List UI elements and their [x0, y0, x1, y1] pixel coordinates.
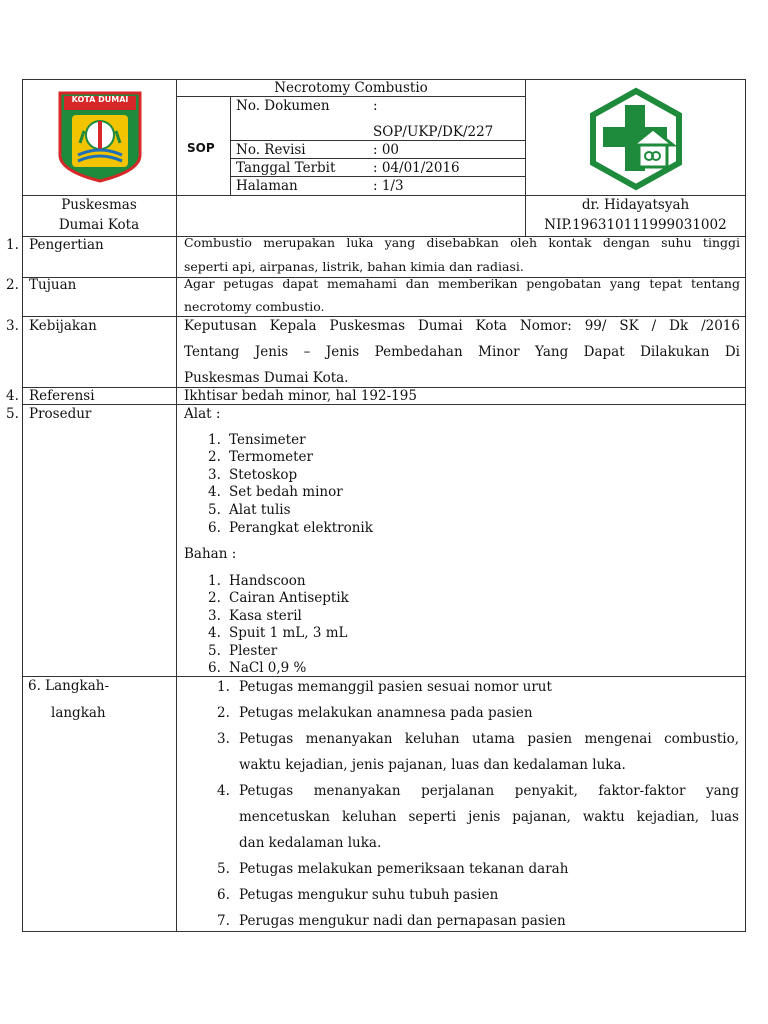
- list-number: 1.: [208, 573, 221, 589]
- list-text: Cairan Antiseptik: [229, 590, 349, 606]
- kebijakan-text-line2: Tentang Jenis – Jenis Pembedahan Minor Yang Dapat Dilakukan Di: [184, 344, 740, 360]
- list-text: Spuit 1 mL, 3 mL: [229, 625, 348, 641]
- sop-separator: [230, 96, 231, 196]
- doc-row-bottom: [230, 140, 525, 141]
- step-text-continued: dan kedalaman luka.: [239, 835, 382, 851]
- list-number: 3.: [208, 467, 221, 483]
- sop-label: SOP: [187, 141, 215, 155]
- step-number: 1.: [217, 679, 230, 695]
- revisi-value: : 00: [373, 142, 400, 158]
- step-text: Perugas mengukur nadi dan pernapasan pasien: [239, 913, 566, 929]
- list-text: Kasa steril: [229, 608, 302, 624]
- section-label-prosedur: Prosedur: [29, 406, 92, 422]
- step-number: 2.: [217, 705, 230, 721]
- section-number: 2.: [6, 277, 19, 293]
- tujuan-text-line1: Agar petugas dapat memahami dan memberikan pengobatan yang tepat tentang: [184, 276, 740, 291]
- section-label-langkah: 6. Langkah-: [28, 678, 110, 694]
- list-number: 4.: [208, 625, 221, 641]
- step-text: Petugas mengukur suhu tubuh pasien: [239, 887, 499, 903]
- bahan-title: Bahan :: [184, 546, 237, 562]
- step-text: Petugas menanyakan perjalanan penyakit, faktor-faktor yang: [239, 783, 739, 799]
- referensi-text: Ikhtisar bedah minor, hal 192-195: [184, 388, 417, 404]
- section-number: 3.: [6, 318, 19, 334]
- list-number: 6.: [208, 660, 221, 676]
- section-label-langkah-line2: langkah: [51, 705, 106, 721]
- list-text: Plester: [229, 643, 278, 659]
- list-text: Set bedah minor: [229, 484, 343, 500]
- document-title: Necrotomy Combustio: [274, 80, 428, 96]
- halaman-value: : 1/3: [373, 178, 404, 194]
- doc-number-colon: :: [373, 98, 378, 114]
- list-number: 5.: [208, 502, 221, 518]
- kebijakan-text-line1: Keputusan Kepala Puskesmas Dumai Kota Nomor: 99/ SK / Dk /2016: [184, 318, 740, 334]
- terbit-row-bottom: [230, 176, 525, 177]
- step-text: Petugas melakukan anamnesa pada pasien: [239, 705, 533, 721]
- sop-document: [6, 79, 746, 932]
- frame-bottom: [22, 931, 746, 932]
- section-number: 5.: [6, 406, 19, 422]
- doc-number-label: No. Dokumen: [236, 98, 330, 114]
- section-label-pengertian: Pengertian: [29, 237, 104, 253]
- section-label-referensi: Referensi: [29, 388, 95, 404]
- section-number: 1.: [6, 237, 19, 253]
- revisi-label: No. Revisi: [236, 142, 306, 158]
- list-number: 2.: [208, 590, 221, 606]
- doc-number-value: SOP/UKP/DK/227: [373, 124, 494, 140]
- title-underline: [176, 96, 526, 97]
- list-text: Stetoskop: [229, 467, 298, 483]
- puskesmas-logo: [587, 87, 685, 191]
- row-line-5: [22, 404, 746, 405]
- kebijakan-text-line3: Puskesmas Dumai Kota.: [184, 370, 349, 386]
- list-text: Alat tulis: [229, 502, 291, 518]
- header-bottom: [22, 195, 525, 196]
- step-text: Petugas menanyakan keluhan utama pasien mengenai combustio,: [239, 731, 739, 747]
- col-separator: [176, 79, 177, 932]
- section-number: 4.: [6, 388, 19, 404]
- revisi-row-bottom: [230, 158, 525, 159]
- step-text: Petugas memanggil pasien sesuai nomor urut: [239, 679, 552, 695]
- list-number: 4.: [208, 484, 221, 500]
- list-text: Handscoon: [229, 573, 306, 589]
- terbit-value: : 04/01/2016: [373, 160, 460, 176]
- pengertian-text-line2: seperti api, airpanas, listrik, bahan kimia dan radiasi.: [184, 259, 524, 274]
- step-number: 7.: [217, 913, 230, 929]
- section-label-tujuan: Tujuan: [29, 277, 77, 293]
- logo-banner-text: KOTA DUMAI: [71, 95, 129, 104]
- logo-row-bottom: [525, 195, 746, 196]
- step-number: 4.: [217, 783, 230, 799]
- step-number: 3.: [217, 731, 230, 747]
- step-number: 6.: [217, 887, 230, 903]
- list-number: 3.: [208, 608, 221, 624]
- step-text: Petugas melakukan pemeriksaan tekanan darah: [239, 861, 569, 877]
- list-text: Perangkat elektronik: [229, 520, 373, 536]
- org-name-line1: Puskesmas: [61, 197, 137, 213]
- step-number: 5.: [217, 861, 230, 877]
- alat-title: Alat :: [184, 406, 221, 422]
- list-text: Termometer: [229, 449, 313, 465]
- list-number: 5.: [208, 643, 221, 659]
- org-name-line2: Dumai Kota: [58, 217, 140, 233]
- row-line-3: [22, 316, 746, 317]
- list-number: 2.: [208, 449, 221, 465]
- signer-name: dr. Hidayatsyah: [581, 197, 690, 213]
- step-text-continued: mencetuskan keluhan seperti jenis pajanan, waktu kejadian, luas: [239, 809, 739, 825]
- row-line-6: [22, 676, 746, 677]
- list-text: NaCl 0,9 %: [229, 660, 307, 676]
- terbit-label: Tanggal Terbit: [236, 160, 336, 176]
- tujuan-text-line2: necrotomy combustio.: [184, 299, 325, 314]
- halaman-label: Halaman: [236, 178, 298, 194]
- list-number: 6.: [208, 520, 221, 536]
- pengertian-text-line1: Combustio merupakan luka yang disebabkan oleh kontak dengan suhu tinggi: [184, 235, 740, 250]
- list-text: Tensimeter: [229, 432, 306, 448]
- step-text-continued: waktu kejadian, jenis pajanan, luas dan kedalaman luka.: [239, 757, 626, 773]
- section-label-kebijakan: Kebijakan: [29, 318, 97, 334]
- list-number: 1.: [208, 432, 221, 448]
- signer-nip: NIP.196310111999031002: [544, 217, 727, 233]
